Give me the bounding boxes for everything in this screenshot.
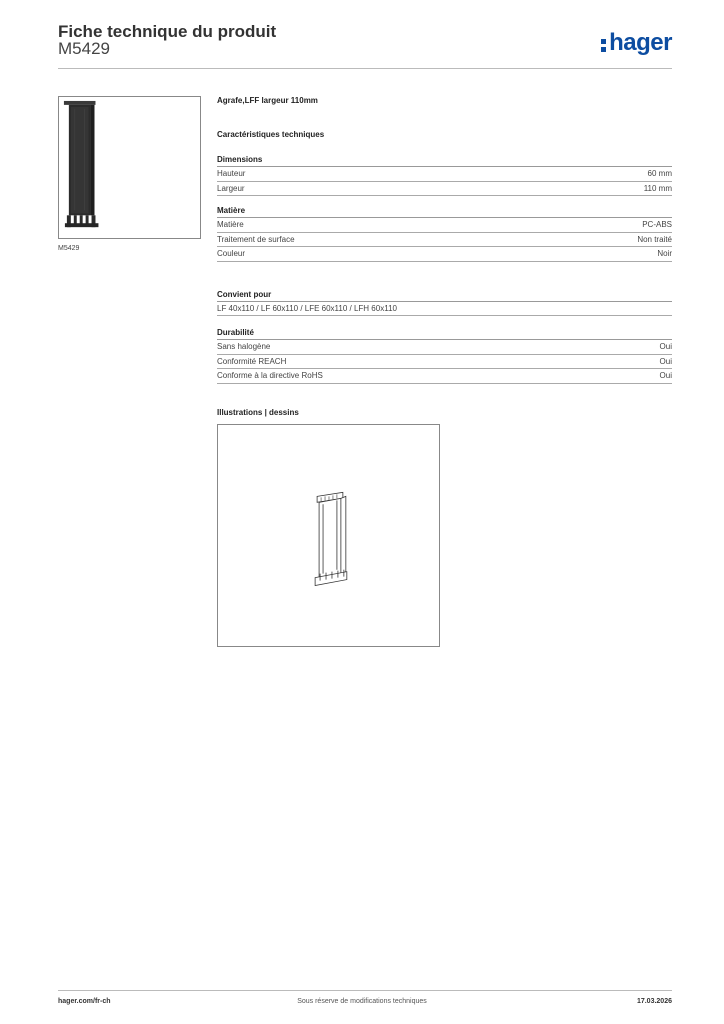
hager-logo	[601, 28, 672, 58]
product-photo	[58, 96, 201, 239]
spec-value: 60 mm	[647, 169, 672, 178]
spec-row	[217, 247, 672, 262]
spec-row	[217, 167, 672, 182]
spec-value: PC-ABS	[642, 220, 672, 229]
spec-row	[217, 340, 672, 355]
spec-value: Oui	[659, 356, 672, 366]
illustrations-heading: Illustrations | dessins	[217, 407, 299, 417]
group-title: Matière	[217, 206, 672, 218]
spec-label: Conforme à la directive RoHS	[217, 371, 323, 380]
spec-label: Sans halogène	[217, 342, 271, 351]
spec-label: Hauteur	[217, 169, 246, 178]
spec-label: Conformité REACH	[217, 356, 287, 366]
document-title: Fiche technique du produit	[58, 22, 277, 41]
spec-value: Non traité	[637, 234, 672, 244]
spec-label: LF 40x110 / LF 60x110 / LFE 60x110 / LFH 60x110	[217, 303, 397, 313]
spec-row	[217, 369, 672, 384]
footer-date: 17.03.2026	[636, 998, 672, 1005]
header-divider	[58, 68, 672, 69]
logo-colon-icon	[601, 33, 607, 53]
specs-heading: Caractéristiques techniques	[217, 130, 325, 139]
line-drawing	[217, 424, 440, 647]
logo-wordmark: hager	[609, 29, 672, 56]
spec-row	[217, 182, 672, 197]
spec-row	[217, 218, 672, 233]
group-title: Dimensions	[217, 155, 672, 167]
spec-group-compatibility	[217, 290, 672, 317]
product-name: Agrafe,LFF largeur 110mm	[217, 96, 318, 105]
main-content	[217, 96, 672, 647]
spec-label: Largeur	[217, 183, 245, 193]
footer-website: hager.com/fr-ch	[58, 998, 111, 1005]
spec-group-material	[217, 206, 672, 262]
spec-row	[217, 233, 672, 248]
spec-value: Noir	[657, 249, 672, 258]
spec-value: Oui	[659, 371, 672, 380]
spec-row	[217, 302, 672, 317]
footer-divider	[58, 990, 672, 991]
spec-value: Oui	[659, 342, 672, 351]
clip-product-icon	[59, 97, 200, 238]
group-title: Convient pour	[217, 290, 672, 302]
photo-caption: M5429	[58, 245, 80, 252]
spec-group-dimensions	[217, 155, 672, 196]
clip-drawing-icon	[218, 425, 439, 646]
group-title: Durabilité	[217, 328, 672, 340]
spec-label: Traitement de surface	[217, 234, 295, 244]
spec-row	[217, 355, 672, 370]
product-reference: M5429	[58, 39, 110, 58]
spec-label: Matière	[217, 220, 244, 229]
spec-value: 110 mm	[643, 183, 672, 193]
footer-disclaimer: Sous réserve de modifications techniques	[297, 998, 427, 1005]
spec-label: Couleur	[217, 249, 246, 258]
spec-group-durability	[217, 328, 672, 384]
